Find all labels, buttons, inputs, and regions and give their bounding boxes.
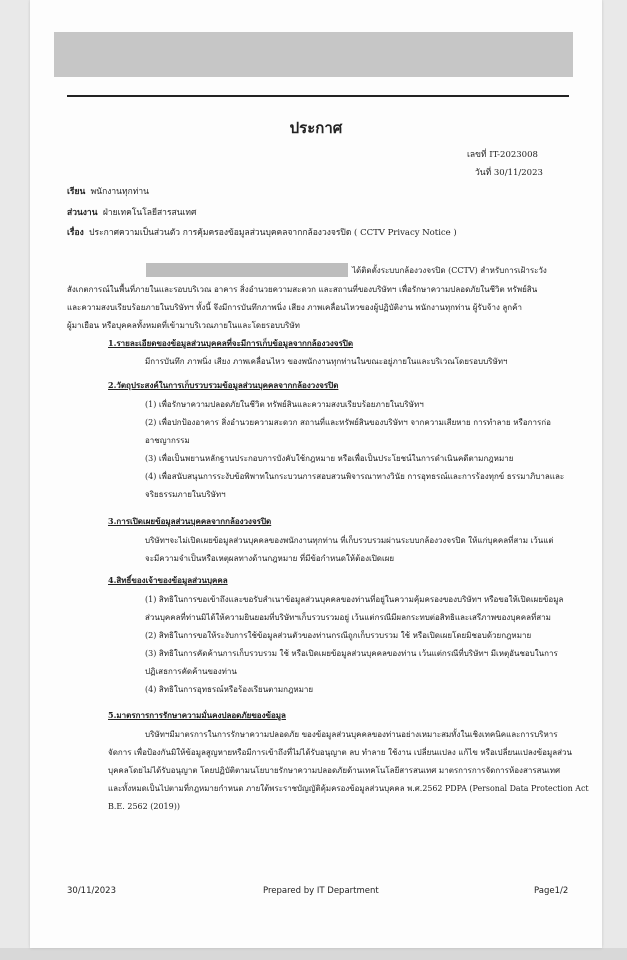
to-value: พนักงานทุกท่าน [90,187,149,197]
section-5-line: จัดการ เพื่อป้องกันมิให้ข้อมูลสูญหายหรือมีการเข้าถึงที่ไม่ได้รับอนุญาต ลบ ทำลาย ใช้งาน เปลี่ยนแปลง แก้ไข หรือเปลี่ยนแปลงข้อมูลส่วน [108,748,572,757]
department-value: ฝ่ายเทคโนโลยีสารสนเทศ [102,208,197,218]
section-5-heading: 5.มาตรการการรักษาความมั่นคงปลอดภัยของข้อมูล [108,710,286,720]
section-3-heading: 3.การเปิดเผยข้อมูลส่วนบุคคลจากกล้องวงจรปิด [108,516,272,526]
section-1-body: มีการบันทึก ภาพนิ่ง เสียง ภาพเคลื่อนไหว ของพนักงานทุกท่านในขณะอยู่ภายในและบริเวณโดยรอบบริษัทฯ [145,357,508,366]
section-2-line: (1) เพื่อรักษาความปลอดภัยในชีวิต ทรัพย์สินและความสงบเรียบร้อยภายในบริษัทฯ [145,400,424,409]
section-5-line: B.E. 2562 (2019)) [108,802,180,811]
header-rule [67,95,569,97]
section-2-heading: 2.วัตถุประสงค์ในการเก็บรวบรวมข้อมูลส่วนบุคคลจากกล้องวงจรปิด [108,380,339,390]
section-3-line: บริษัทฯจะไม่เปิดเผยข้อมูลส่วนบุคคลของพนักงานทุกท่าน ที่เก็บรวบรวมผ่านระบบกล้องวงจรปิด ให้แก่บุคคลที่สาม เว้นแต่ [145,536,554,545]
section-4-line: (4) สิทธิในการอุทธรณ์หรือร้องเรียนตามกฎหมาย [145,685,314,694]
section-1-heading: 1.รายละเอียดของข้อมูลส่วนบุคคลที่จะมีการเก็บข้อมูลจากกล้องวงจรปิด [108,338,354,348]
section-2-line: (4) เพื่อสนับสนุนการระงับข้อพิพาทในกระบวนการสอบสวนพิจารณาทางวินัย การอุทธรณ์และการร้องทุกข์ ธรรมาภิบาลและ [145,472,565,481]
subject-row [67,225,457,239]
subject-label: เรื่อง [67,228,84,238]
section-4-heading: 4.สิทธิ์ของเจ้าของข้อมูลส่วนบุคคล [108,575,228,585]
subject-value: ประกาศความเป็นส่วนตัว การคุ้มครองข้อมูลส่วนบุคคลจากกล้องวงจรปิด ( CCTV Privacy Notice ) [89,228,457,238]
footer-prepared-by: Prepared by IT Department [263,886,379,896]
document-number: เลขที่ IT-2023008 [467,150,538,160]
intro-line: ผู้มาเยือน หรือบุคคลทั้งหมดที่เข้ามาบริเวณภายในและโดยรอบบริษัท [67,321,300,330]
section-4-line: (3) สิทธิในการคัดค้านการเก็บรวบรวม ใช้ หรือเปิดเผยข้อมูลส่วนบุคคลของท่าน เว้นแต่กรณีที่บริษัทฯ มีเหตุอันชอบในการ [145,649,558,658]
section-2-line: อาชญากรรม [145,436,190,445]
department-label: ส่วนงาน [67,208,98,218]
section-2-line: (3) เพื่อเป็นพยานหลักฐานประกอบการบังคับใช้กฎหมาย หรือเพื่อเป็นประโยชน์ในการดำเนินคดีตามกฎหมาย [145,454,514,463]
section-2-line: (2) เพื่อปกป้องอาคาร สิ่งอำนวยความสะดวก สถานที่และทรัพย์สินของบริษัทฯ จากความเสียหาย การทำลาย หรือการก่อ [145,418,551,427]
footer-page-number: Page1/2 [534,886,569,896]
background-band [0,948,627,960]
intro-line: และความสงบเรียบร้อยภายในบริษัทฯ ทั้งนี้ จึงมีการบันทึกภาพนิ่ง เสียง ภาพเคลื่อนไหวของผู้ปฏิบัติงาน พนักงานทุกท่าน ผู้รับจ้าง ลูกค้า [67,303,522,312]
section-5-line: และทั้งหมดเป็นไปตามที่กฎหมายกำหนด ภายใต้พระราชบัญญัติคุ้มครองข้อมูลส่วนบุคคล พ.ศ.2562 PDPA (Personal Data Protection Act [108,784,589,793]
section-4-line: (2) สิทธิในการขอให้ระงับการใช้ข้อมูลส่วนตัวของท่านกรณีถูกเก็บรวบรวม ใช้ หรือเปิดเผยโดยมิชอบด้วยกฎหมาย [145,631,532,640]
page-title: ประกาศ [289,119,343,137]
section-5-line: บริษัทฯมีมาตรการในการรักษาความปลอดภัย ของข้อมูลส่วนบุคคลของท่านอย่างเหมาะสมทั้งในเชิงเทคนิคและการบริหาร [145,730,558,739]
department-row [67,205,196,219]
document-page [30,0,602,948]
section-2-line: จริยธรรมภายในบริษัทฯ [145,490,226,499]
document-date: วันที่ 30/11/2023 [475,168,543,178]
section-4-line: (1) สิทธิในการขอเข้าถึงและขอรับสำเนาข้อมูลส่วนบุคคลของท่านที่อยู่ในความคุ้มครองของบริษัทฯ หรือขอให้เปิดเผยข้อมูล [145,595,564,604]
intro-line: สังเกตการณ์ในพื้นที่ภายในและรอบบริเวณ อาคาร สิ่งอำนวยความสะดวก และสถานที่ของบริษัทฯ เพื่อรักษาความปลอดภัยในชีวิต ทรัพย์สิน [67,285,538,294]
footer-date: 30/11/2023 [67,886,116,896]
to-row [67,184,149,198]
to-label: เรียน [67,187,86,197]
redacted-company-name [146,263,348,277]
section-3-line: จะมีความจำเป็นหรือเหตุผลทางด้านกฎหมาย ที่มีข้อกำหนดให้ต้องเปิดเผย [145,554,395,563]
section-5-line: บุคคลโดยไม่ได้รับอนุญาต โดยปฏิบัติตามนโยบายรักษาความปลอดภัยด้านเทคโนโลยีสารสนเทศ มาตรการการจัดการห้องสารสนเทศ [108,766,561,775]
redacted-header-block [54,32,573,77]
section-4-line: ปฏิเสธการคัดค้านของท่าน [145,667,237,676]
section-4-line: ส่วนบุคคลที่ท่านมิได้ให้ความยินยอมที่บริษัทฯเก็บรวบรวมอยู่ เว้นแต่กรณีมีผลกระทบต่อสิทธิและเสรีภาพของบุคคลที่สาม [145,613,551,622]
intro-line: ได้ติดตั้งระบบกล้องวงจรปิด (CCTV) สำหรับการเฝ้าระวัง [352,266,547,275]
